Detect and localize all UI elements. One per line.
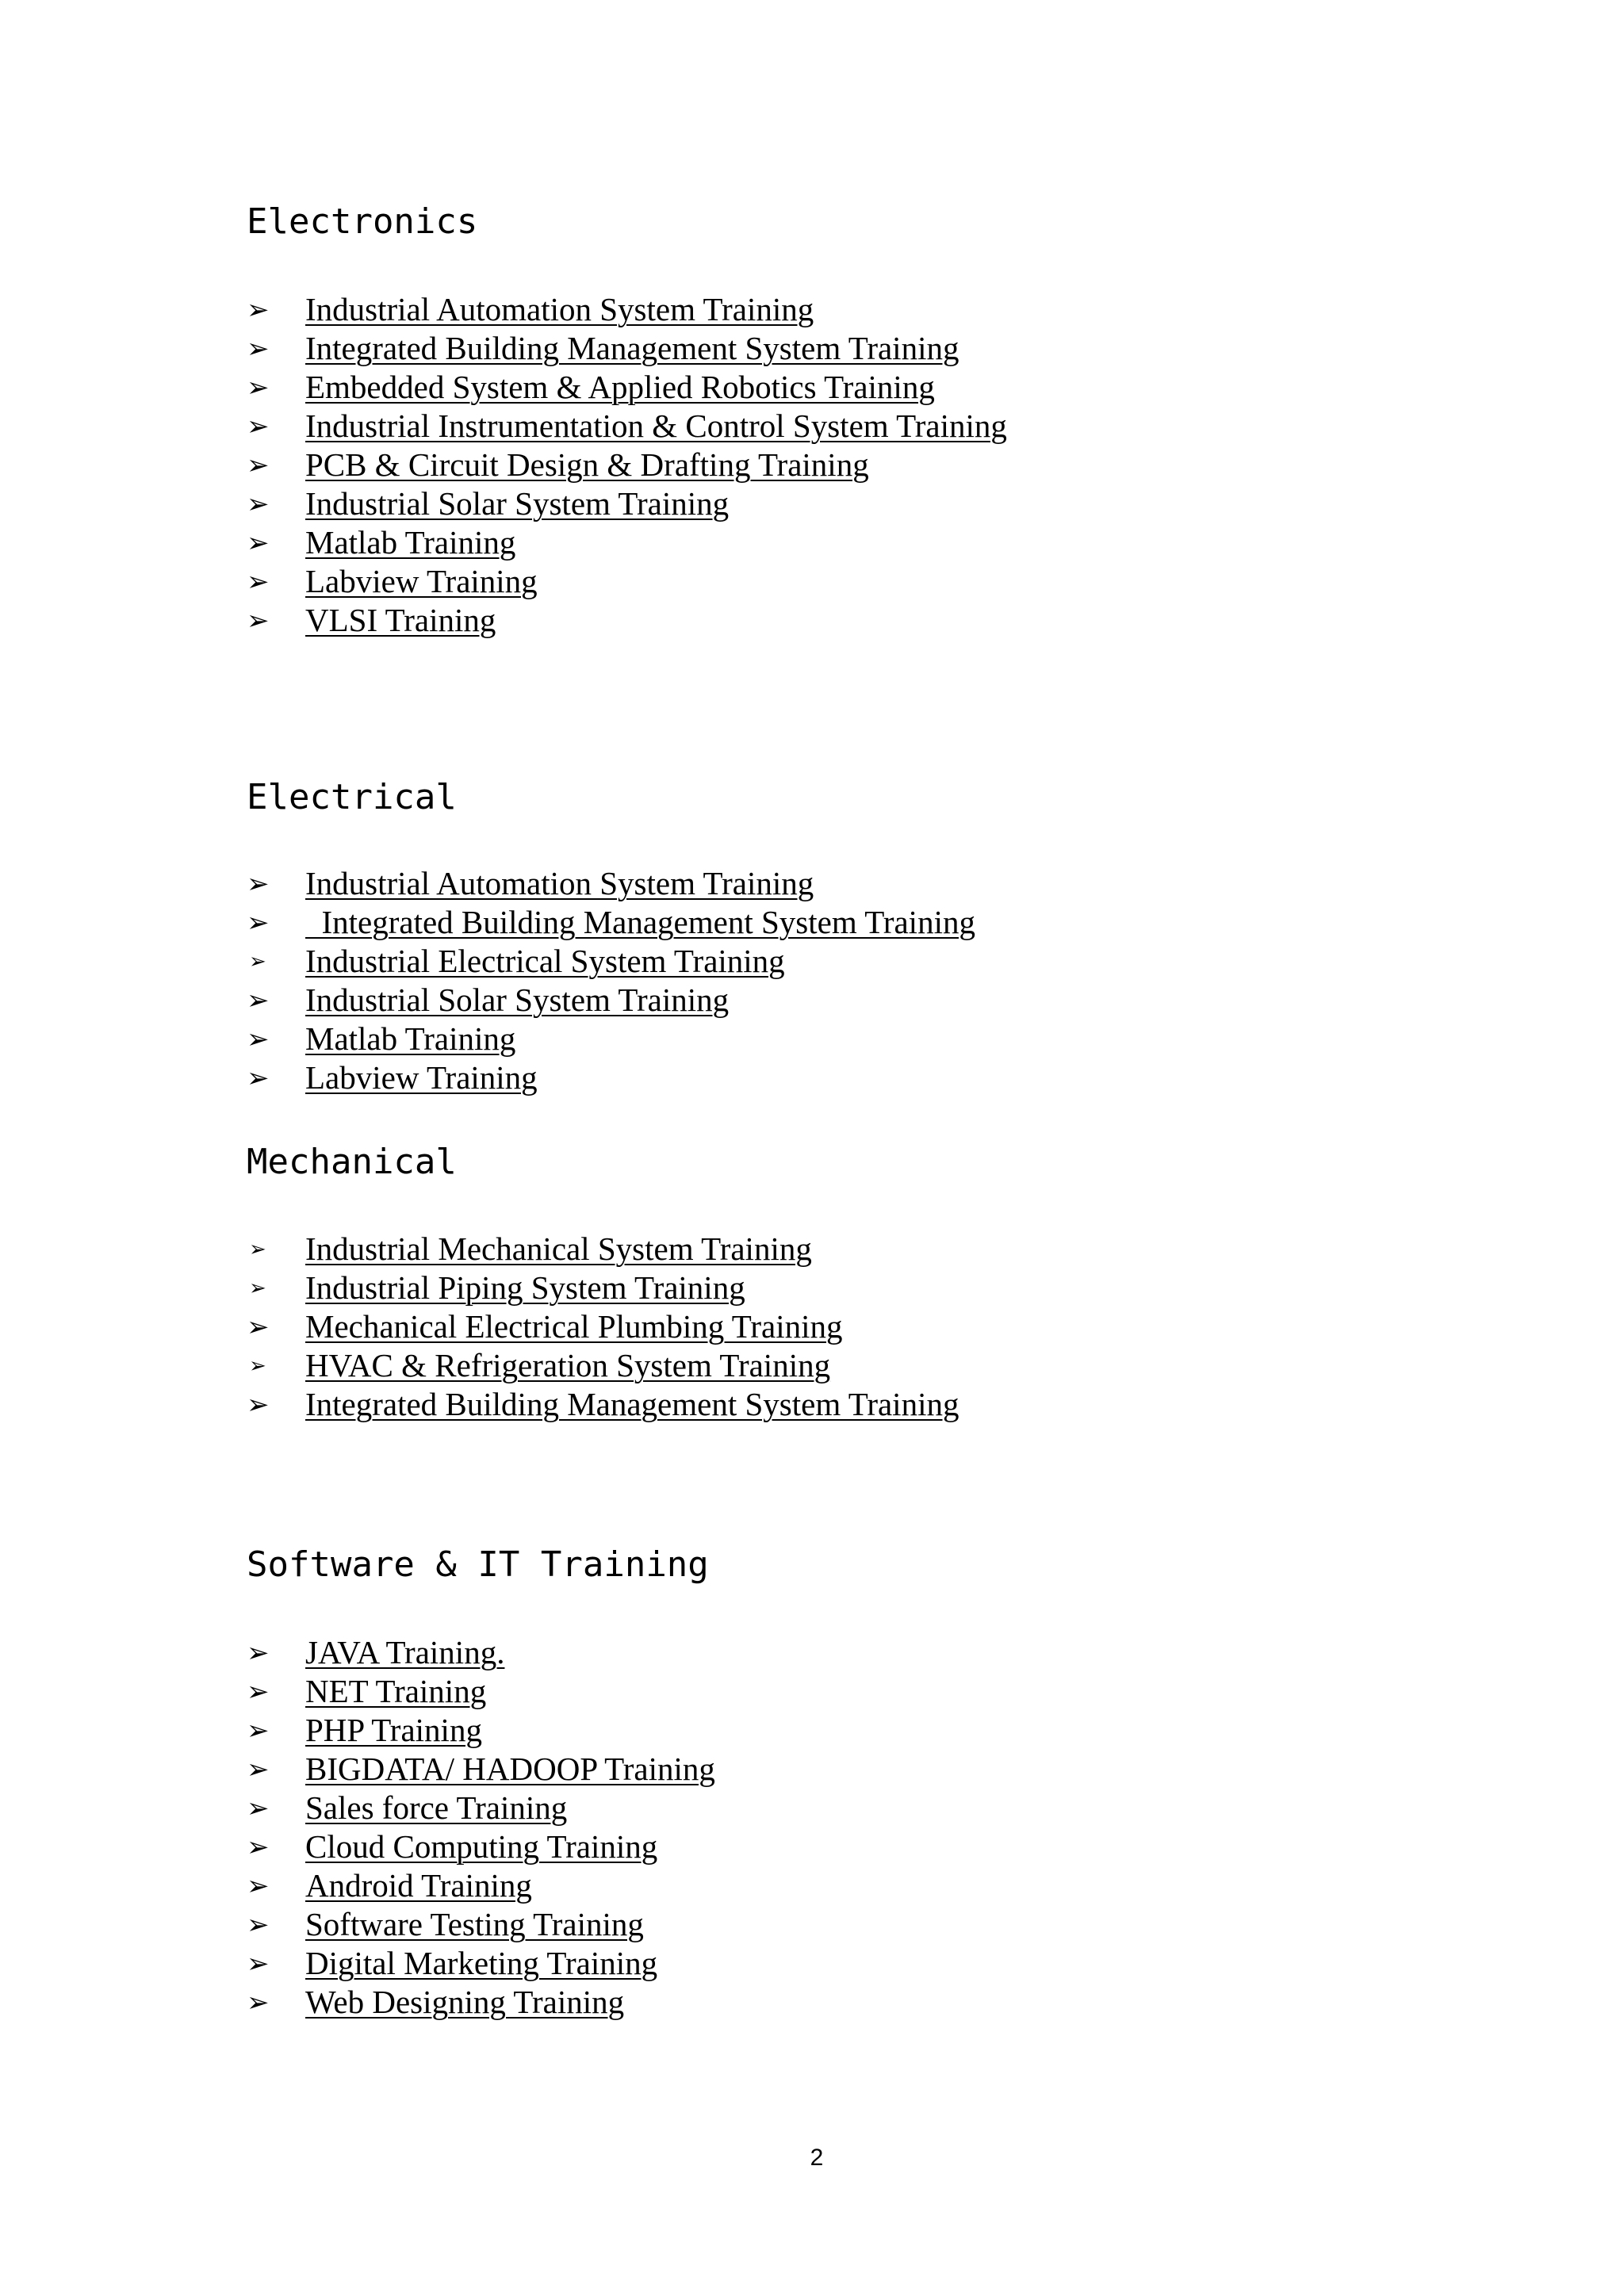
list-item bbox=[247, 1058, 975, 1097]
training-link[interactable]: PHP Training bbox=[305, 1712, 482, 1748]
arrow-bullet-icon: ➢ bbox=[247, 410, 270, 442]
list-item bbox=[247, 1750, 715, 1789]
electrical-list bbox=[247, 864, 975, 1097]
arrow-bullet-icon: ➢ bbox=[247, 488, 270, 520]
training-link[interactable]: Industrial Automation System Training bbox=[305, 291, 814, 327]
training-link[interactable]: Integrated Building Management System Training bbox=[305, 330, 959, 366]
arrow-bullet-icon: ➢ bbox=[247, 906, 270, 939]
training-link[interactable]: PCB & Circuit Design & Drafting Training bbox=[305, 446, 869, 483]
arrow-bullet-icon: ➢ bbox=[247, 984, 270, 1016]
training-link[interactable]: Mechanical Electrical Plumbing Training bbox=[305, 1308, 843, 1345]
training-link[interactable]: NET Training bbox=[305, 1673, 487, 1709]
list-item bbox=[247, 484, 1007, 523]
arrow-bullet-icon: ➢ bbox=[247, 1792, 270, 1824]
arrow-bullet-icon: ➢ bbox=[247, 371, 270, 404]
list-item bbox=[247, 1944, 715, 1983]
training-link[interactable]: Cloud Computing Training bbox=[305, 1828, 658, 1865]
section-heading-software-it: Software & IT Training bbox=[247, 1544, 709, 1585]
arrow-bullet-icon: ➢ bbox=[247, 526, 270, 559]
arrow-bullet-icon: ➢ bbox=[247, 867, 270, 900]
arrow-bullet-icon: ➢ bbox=[247, 565, 270, 598]
section-heading-electrical: Electrical bbox=[247, 777, 457, 817]
list-item bbox=[247, 368, 1007, 407]
training-link[interactable]: Industrial Automation System Training bbox=[305, 865, 814, 901]
list-item bbox=[247, 1711, 715, 1750]
training-link[interactable]: Industrial Solar System Training bbox=[305, 485, 730, 522]
arrow-bullet-icon: ➢ bbox=[249, 949, 266, 974]
arrow-bullet-icon: ➢ bbox=[247, 1714, 270, 1747]
list-item bbox=[247, 1983, 715, 2022]
training-link[interactable]: Industrial Solar System Training bbox=[305, 982, 730, 1018]
list-item bbox=[247, 1827, 715, 1866]
electronics-list bbox=[247, 290, 1007, 640]
arrow-bullet-icon: ➢ bbox=[247, 1388, 270, 1421]
arrow-bullet-icon: ➢ bbox=[247, 1986, 270, 2019]
arrow-bullet-icon: ➢ bbox=[247, 1675, 270, 1708]
training-link[interactable]: Sales force Training bbox=[305, 1789, 568, 1826]
training-link[interactable]: Matlab Training bbox=[305, 524, 516, 561]
training-link[interactable]: BIGDATA/ HADOOP Training bbox=[305, 1751, 715, 1787]
training-link[interactable]: Digital Marketing Training bbox=[305, 1945, 658, 1981]
list-item bbox=[247, 1269, 959, 1307]
training-link[interactable]: Industrial Mechanical System Training bbox=[305, 1230, 812, 1267]
list-item bbox=[247, 1020, 975, 1058]
software-it-list bbox=[247, 1633, 715, 2022]
training-link[interactable]: JAVA Training. bbox=[305, 1634, 505, 1670]
list-item bbox=[247, 446, 1007, 484]
list-item bbox=[247, 407, 1007, 446]
list-item bbox=[247, 1905, 715, 1944]
arrow-bullet-icon: ➢ bbox=[249, 1237, 266, 1261]
training-link[interactable]: Labview Training bbox=[305, 563, 538, 599]
training-link[interactable]: Integrated Building Management System Training bbox=[305, 904, 975, 940]
arrow-bullet-icon: ➢ bbox=[247, 332, 270, 365]
list-item bbox=[247, 1307, 959, 1346]
training-link[interactable]: Software Testing Training bbox=[305, 1906, 644, 1942]
list-item bbox=[247, 1866, 715, 1905]
training-link[interactable]: Industrial Electrical System Training bbox=[305, 943, 785, 979]
training-link[interactable]: VLSI Training bbox=[305, 602, 496, 638]
arrow-bullet-icon: ➢ bbox=[247, 1023, 270, 1055]
list-item bbox=[247, 562, 1007, 601]
arrow-bullet-icon: ➢ bbox=[247, 449, 270, 481]
training-link[interactable]: Matlab Training bbox=[305, 1020, 516, 1057]
arrow-bullet-icon: ➢ bbox=[247, 1947, 270, 1980]
training-link[interactable]: Embedded System & Applied Robotics Training bbox=[305, 369, 935, 405]
list-item bbox=[247, 942, 975, 981]
list-item bbox=[247, 864, 975, 903]
arrow-bullet-icon: ➢ bbox=[247, 1062, 270, 1094]
arrow-bullet-icon: ➢ bbox=[247, 1636, 270, 1669]
training-link[interactable]: Integrated Building Management System Training bbox=[305, 1386, 959, 1422]
mechanical-list bbox=[247, 1230, 959, 1424]
training-link[interactable]: Labview Training bbox=[305, 1059, 538, 1096]
arrow-bullet-icon: ➢ bbox=[247, 1869, 270, 1902]
arrow-bullet-icon: ➢ bbox=[249, 1276, 266, 1300]
list-item bbox=[247, 903, 975, 942]
arrow-bullet-icon: ➢ bbox=[249, 1353, 266, 1378]
arrow-bullet-icon: ➢ bbox=[247, 1311, 270, 1343]
list-item bbox=[247, 1346, 959, 1385]
list-item bbox=[247, 1633, 715, 1672]
arrow-bullet-icon: ➢ bbox=[247, 1831, 270, 1863]
section-heading-electronics: Electronics bbox=[247, 201, 478, 242]
list-item bbox=[247, 601, 1007, 640]
training-link[interactable]: Android Training bbox=[305, 1867, 532, 1904]
training-link[interactable]: Web Designing Training bbox=[305, 1984, 625, 2020]
training-link[interactable]: Industrial Instrumentation & Control System Training bbox=[305, 408, 1007, 444]
arrow-bullet-icon: ➢ bbox=[247, 604, 270, 637]
training-link[interactable]: Industrial Piping System Training bbox=[305, 1269, 745, 1306]
list-item bbox=[247, 523, 1007, 562]
section-heading-mechanical: Mechanical bbox=[247, 1142, 457, 1182]
arrow-bullet-icon: ➢ bbox=[247, 1753, 270, 1785]
list-item bbox=[247, 1230, 959, 1269]
list-item bbox=[247, 981, 975, 1020]
page-number: 2 bbox=[810, 2145, 824, 2171]
arrow-bullet-icon: ➢ bbox=[247, 293, 270, 326]
list-item bbox=[247, 290, 1007, 329]
list-item bbox=[247, 1385, 959, 1424]
arrow-bullet-icon: ➢ bbox=[247, 1908, 270, 1941]
training-link[interactable]: HVAC & Refrigeration System Training bbox=[305, 1347, 831, 1383]
list-item bbox=[247, 1672, 715, 1711]
list-item bbox=[247, 329, 1007, 368]
list-item bbox=[247, 1789, 715, 1827]
